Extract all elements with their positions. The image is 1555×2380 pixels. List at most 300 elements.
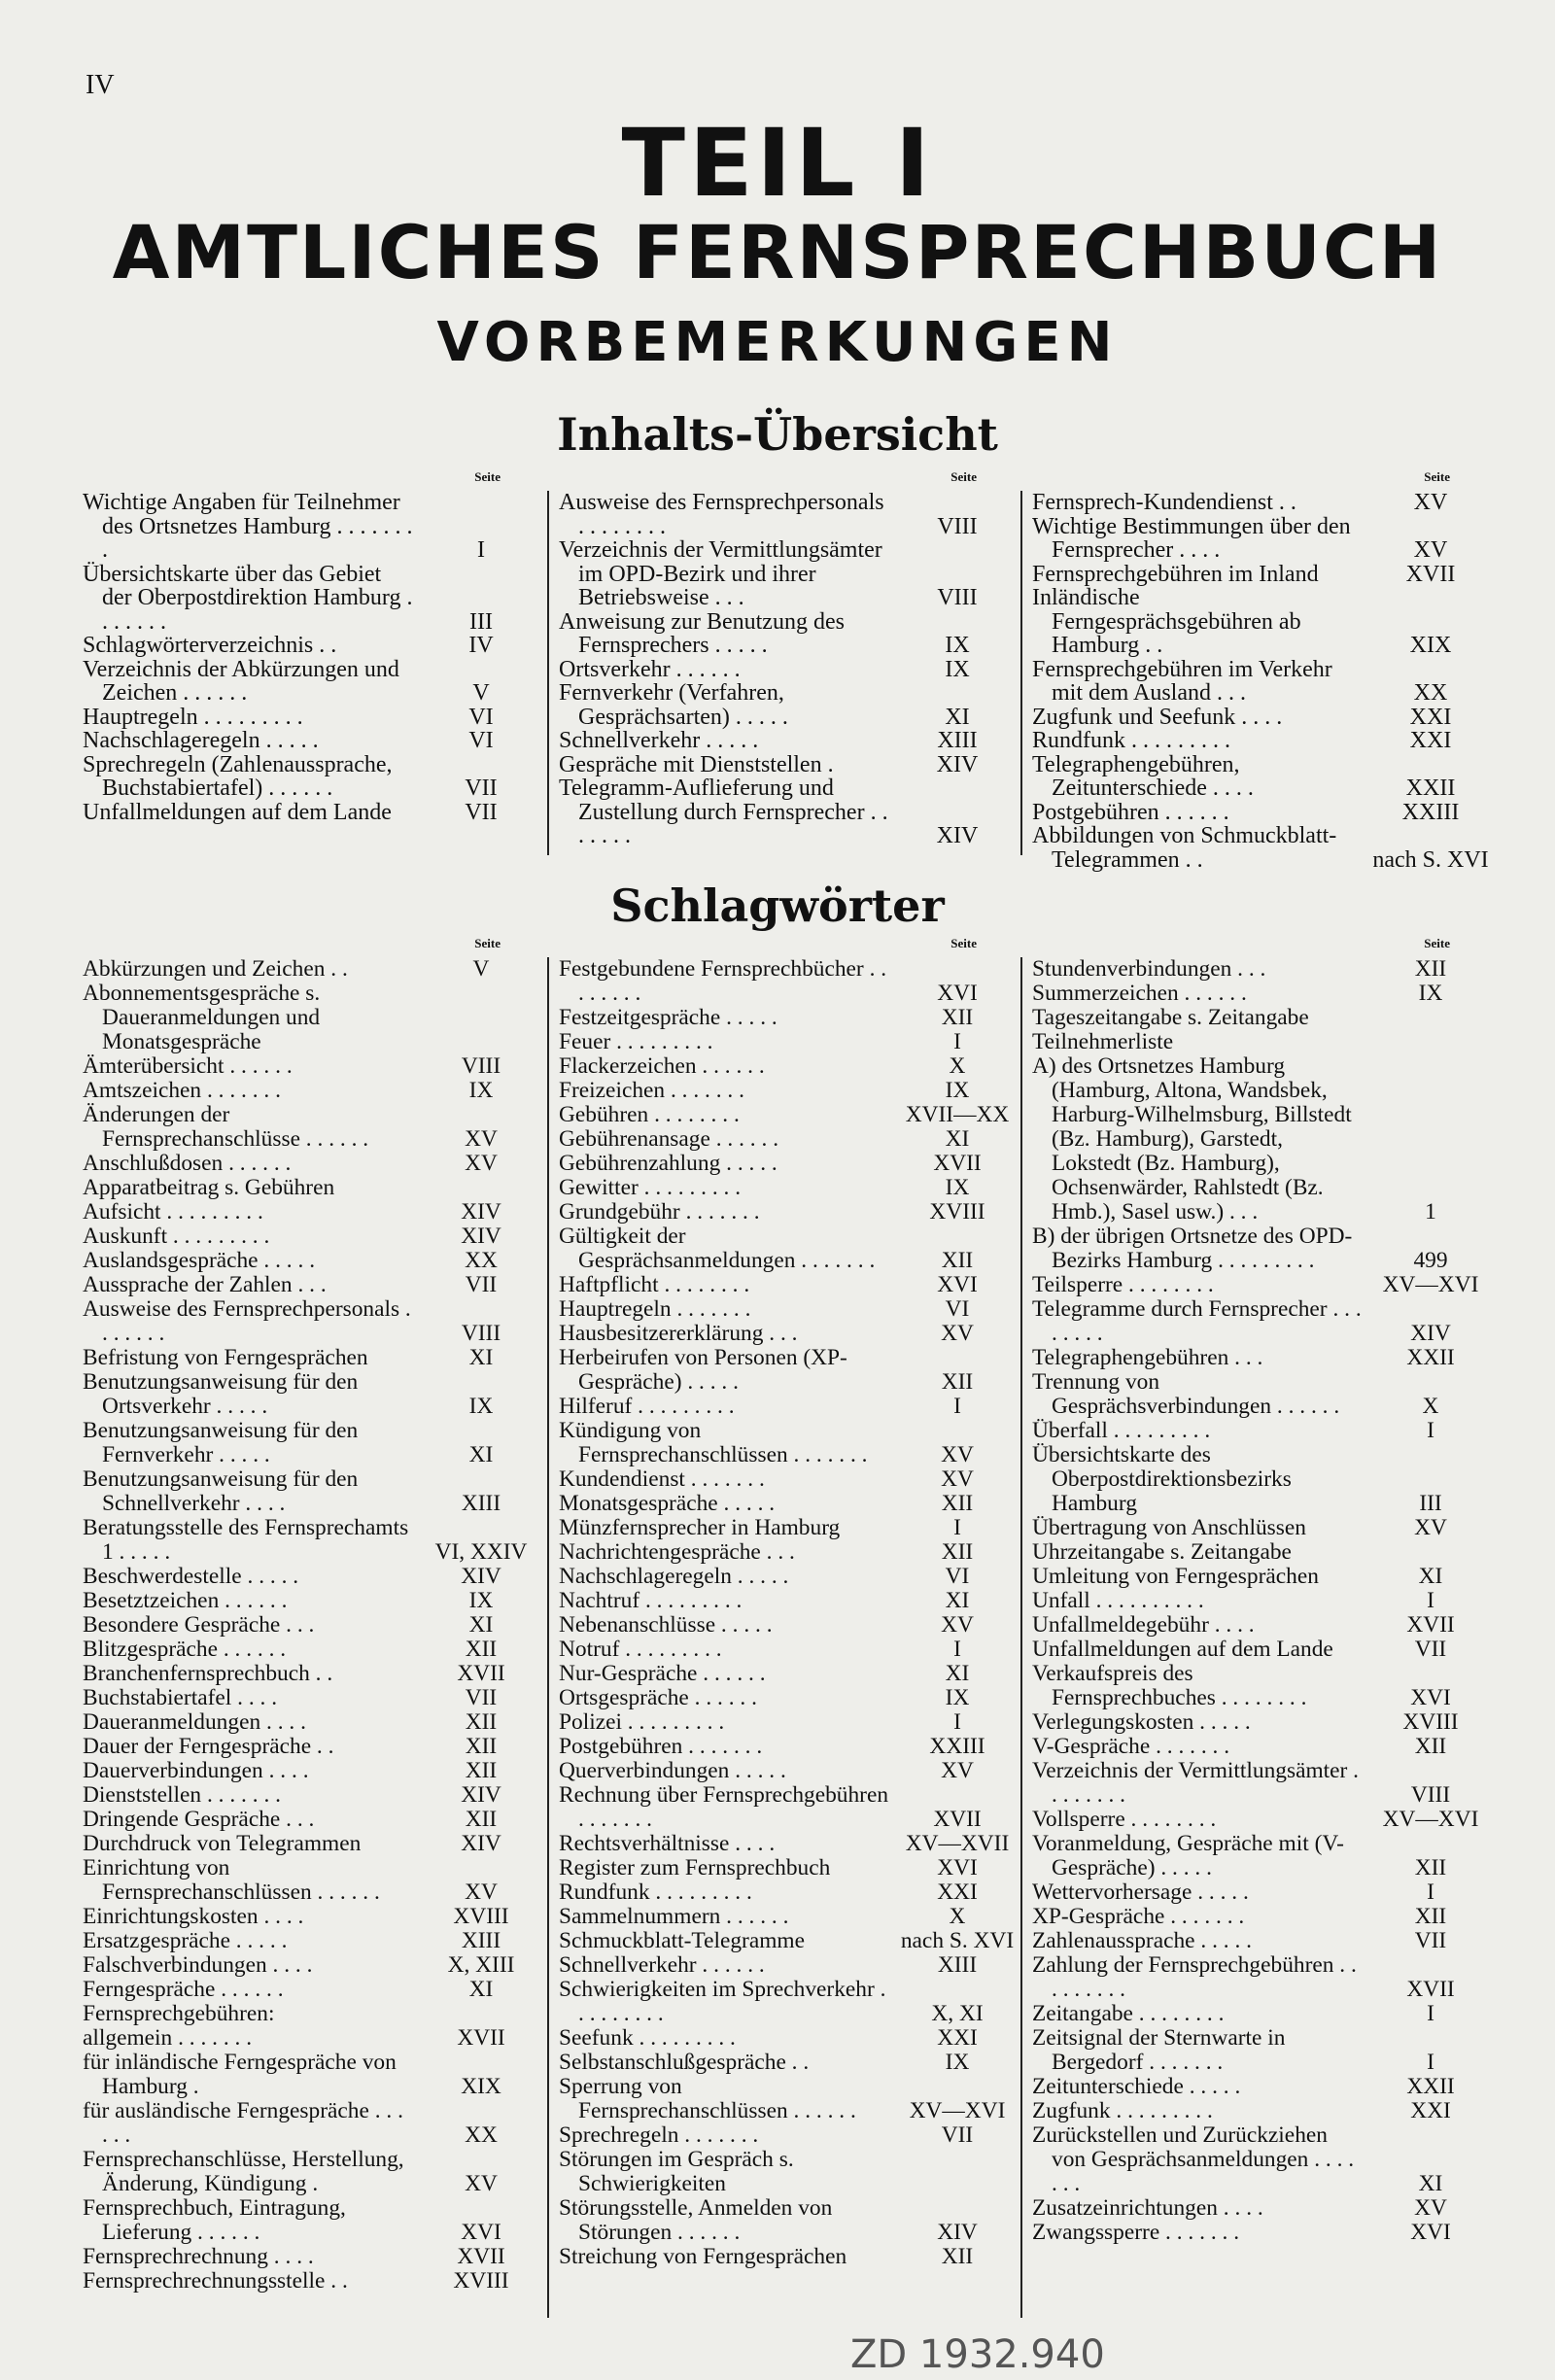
entry-text: Einrichtung von Fernsprechanschlüssen . . . . . . (83, 1855, 380, 1905)
entry-text: Telegramm-Auflieferung und Zustellung durch Fernsprecher . . . . . . . (559, 776, 888, 848)
entry-page: XV—XVI (1382, 1272, 1479, 1297)
column-divider (547, 957, 549, 2318)
entry-page: XIII (937, 1952, 978, 1978)
index-entry (559, 1540, 1016, 1565)
entry-text: Buchstabiertafel . . . . (83, 1685, 278, 1710)
index-entry (83, 1783, 539, 1808)
index-entry (83, 1905, 539, 1929)
entry-text: Haftpflicht . . . . . . . . (559, 1272, 750, 1297)
entry-page: IX (945, 656, 970, 682)
entry-page: I (1427, 1588, 1434, 1613)
index-entry (83, 634, 539, 658)
entry-page: IX (945, 2050, 970, 2075)
index-entry (1032, 1832, 1489, 1880)
column-divider (1020, 491, 1022, 855)
entry-page: XI (1418, 2171, 1443, 2196)
entry-page: XI (945, 704, 970, 730)
entry-page: XII (1414, 1855, 1447, 1880)
index-entry (83, 1103, 539, 1152)
index-entry (1032, 1638, 1489, 1662)
section-1-column-0 (83, 936, 539, 2294)
index-entry (559, 1735, 1016, 1759)
entry-page: XVI (1410, 1685, 1451, 1710)
entry-text: Teilsperre . . . . . . . . (1032, 1272, 1214, 1297)
entry-text: Hilferuf . . . . . . . . . (559, 1394, 735, 1419)
index-entry (83, 1929, 539, 1953)
entry-text: Unfallmeldungen auf dem Lande (83, 799, 392, 825)
entry-page: XII (465, 1637, 498, 1662)
entry-page: XXI (1409, 728, 1452, 753)
index-entry (559, 1030, 1016, 1054)
entry-page: VI (945, 1564, 970, 1589)
page-column-header: Seite (1424, 469, 1450, 484)
entry-text: Voranmeldung, Gespräche mit (V-Gespräche) . . . . . (1032, 1831, 1344, 1880)
index-entry (83, 801, 539, 825)
column-divider (1020, 957, 1022, 2318)
entry-text: Rechnung über Fernsprechgebühren . . . . . . . (559, 1782, 889, 1832)
entry-text: Uhrzeitangabe s. Zeitangabe (1032, 1539, 1292, 1565)
index-entry (83, 1176, 539, 1200)
index-entry (83, 1346, 539, 1370)
entry-page: VII (465, 1272, 498, 1297)
entry-text: Schlagwörterverzeichnis . . (83, 633, 337, 658)
entry-text: Übersichtskarte des Oberpostdirektionsbezirks Hamburg (1032, 1442, 1292, 1516)
entry-text: Befristung von Ferngesprächen (83, 1345, 368, 1370)
entry-page: XVII (1406, 1977, 1455, 2002)
index-entry (1032, 1273, 1489, 1297)
entry-text: Zugfunk . . . . . . . . . (1032, 2098, 1213, 2123)
entry-text: Register zum Fernsprechbuch (559, 1855, 831, 1880)
index-entry (559, 1492, 1016, 1516)
index-entry (559, 681, 1016, 729)
index-entry (83, 1638, 539, 1662)
entry-text: Summerzeichen . . . . . . (1032, 981, 1247, 1006)
entry-page: I (953, 1029, 961, 1054)
entry-text: Daueranmeldungen . . . . (83, 1709, 306, 1735)
entry-text: Falschverbindungen . . . . (83, 1952, 313, 1978)
index-entry (83, 1200, 539, 1224)
entry-text: Übertragung von Anschlüssen (1032, 1515, 1306, 1540)
entry-text: Auslandsgespräche . . . . . (83, 1248, 316, 1273)
entry-text: Zahlung der Fernsprechgebühren . . . . . . . . . (1032, 1952, 1357, 2002)
entry-text: Telegraphengebühren, Zeitunterschiede . . . . (1032, 751, 1254, 801)
entry-page: XII (941, 1491, 974, 1516)
index-entry (83, 957, 539, 982)
entry-text: Herbeirufen von Personen (XP-Gespräche) . . . . . (559, 1345, 847, 1395)
entry-text: Zwangssperre . . . . . . . (1032, 2220, 1240, 2245)
entry-text: Polizei . . . . . . . . . (559, 1709, 725, 1735)
entry-page: VIII (461, 1053, 501, 1079)
entry-text: Umleitung von Ferngesprächen (1032, 1564, 1319, 1589)
entry-page: VIII (1410, 1782, 1451, 1808)
index-entry (559, 1395, 1016, 1419)
section-1-column-2 (1032, 936, 1489, 2245)
entry-text: Notruf . . . . . . . . . (559, 1637, 722, 1662)
entry-page: I (477, 537, 485, 563)
entry-page: X, XI (931, 2001, 984, 2026)
entry-text: Fernsprechrechnung . . . . (83, 2244, 314, 2269)
entry-page: VI (468, 704, 494, 730)
entry-page: IX (945, 1078, 970, 1103)
index-entry (1032, 2123, 1489, 2196)
index-entry (559, 1880, 1016, 1905)
entry-text: Störungsstelle, Anmelden von Störungen . . . . . . (559, 2195, 833, 2245)
entry-page: I (953, 1515, 961, 1540)
section-1-column-1 (559, 936, 1016, 2269)
index-entry (1032, 1419, 1489, 1443)
index-entry (1032, 1759, 1489, 1808)
entry-text: Postgebühren . . . . . . (1032, 799, 1229, 825)
entry-page: XII (941, 1369, 974, 1395)
entry-page: XIX (1409, 633, 1452, 658)
entry-text: Fernverkehr (Verfahren, Gesprächsarten) . . . . . (559, 680, 788, 730)
entry-text: Telegramme durch Fernsprecher . . . . . . . . (1032, 1296, 1362, 1346)
index-entry (1032, 1565, 1489, 1589)
entry-page: XI (468, 1442, 494, 1467)
index-entry (83, 2002, 539, 2026)
index-entry (83, 1054, 539, 1079)
index-entry (559, 491, 1016, 538)
entry-page: XII (465, 1734, 498, 1759)
entry-text: Zurückstellen und Zurückziehen von Gesprächsanmeldungen . . . . . . . (1032, 2122, 1355, 2196)
entry-page: XI (945, 1126, 970, 1152)
entry-text: Verzeichnis der Abkürzungen und Zeichen . . . . . . (83, 656, 399, 706)
entry-text: Gebührenzahlung . . . . . (559, 1151, 778, 1176)
entry-page: VIII (461, 1321, 501, 1346)
entry-text: Fernsprechgebühren im Verkehr mit dem Ausland . . . (1032, 656, 1332, 706)
entry-page: XVIII (453, 1904, 509, 1929)
entry-text: Gebührenansage . . . . . . (559, 1126, 779, 1152)
index-entry (83, 1735, 539, 1759)
entry-text: Fernsprechgebühren im Inland (1032, 561, 1319, 587)
entry-text: Schmuckblatt-Telegramme (559, 1928, 805, 1953)
entry-page: XVII (1405, 561, 1456, 587)
book-title: AMTLICHES FERNSPRECHBUCH (112, 209, 1443, 295)
entry-page: XXI (937, 1880, 978, 1905)
index-entry (83, 1978, 539, 2002)
entry-page: IX (1418, 981, 1443, 1006)
entry-page: IX (468, 1588, 494, 1613)
entry-page: XV (941, 1321, 974, 1346)
entry-page: XV (941, 1442, 974, 1467)
index-entry (1032, 563, 1489, 587)
index-entry (1032, 729, 1489, 753)
entry-page: XV (465, 1880, 498, 1905)
entry-page: IV (468, 633, 494, 658)
entry-page: XII (941, 1248, 974, 1273)
entry-page: VII (465, 776, 498, 801)
index-entry (83, 1224, 539, 1249)
index-entry (1032, 2099, 1489, 2123)
entry-text: Beratungsstelle des Fernsprechamts 1 . . . . . (83, 1515, 409, 1565)
entry-page: I (953, 1637, 961, 1662)
index-entry (559, 1200, 1016, 1224)
page-column-header: Seite (1424, 936, 1450, 950)
index-entry (1032, 1662, 1489, 1710)
entry-text: Zeitsignal der Sternwarte in Bergedorf . . . . . . . (1032, 2025, 1286, 2075)
index-entry (559, 1638, 1016, 1662)
entry-page: XIII (461, 1928, 501, 1953)
index-entry (559, 1710, 1016, 1735)
entry-text: Branchenfernsprechbuch . . (83, 1661, 333, 1686)
entry-text: Einrichtungskosten . . . . (83, 1904, 304, 1929)
index-entry (1032, 658, 1489, 706)
entry-page: XXIII (1401, 799, 1460, 825)
index-entry (83, 1370, 539, 1419)
entry-text: Rundfunk . . . . . . . . . (1032, 728, 1230, 753)
entry-text: Dringende Gespräche . . . (83, 1807, 315, 1832)
entry-page: XVII (457, 2025, 505, 2051)
index-entry (559, 1565, 1016, 1589)
index-entry (559, 1613, 1016, 1638)
entry-page: VIII (937, 513, 978, 539)
entry-text: Grundgebühr . . . . . . . (559, 1199, 760, 1224)
entry-text: Ausweise des Fernsprechpersonals . . . . . . . . (559, 490, 884, 539)
entry-text: Unfallmeldungen auf dem Lande (1032, 1637, 1333, 1662)
entry-text: Wichtige Bestimmungen über den Fernsprecher . . . . (1032, 513, 1351, 563)
entry-page: VII (465, 1685, 498, 1710)
index-entry (83, 1686, 539, 1710)
section-0-column-2 (1032, 469, 1489, 873)
index-entry (559, 1929, 1016, 1953)
entry-text: Fernsprechbuch, Eintragung, Lieferung . . . . . . (83, 2195, 346, 2245)
entry-text: für inländische Ferngespräche von Hamburg . (83, 2050, 397, 2099)
index-entry (1032, 1346, 1489, 1370)
entry-page: XXI (1409, 704, 1452, 730)
index-entry (1032, 491, 1489, 515)
entry-text: Münzfernsprecher in Hamburg (559, 1515, 841, 1540)
entry-page: XXI (937, 2025, 978, 2051)
entry-text: Nachschlageregeln . . . . . (83, 728, 319, 753)
index-entry (1032, 515, 1489, 563)
index-entry (1032, 1808, 1489, 1832)
entry-page: I (1427, 1418, 1434, 1443)
entry-page: XIV (936, 823, 979, 848)
entry-page: V (472, 680, 490, 706)
index-entry (559, 1686, 1016, 1710)
entry-page: XV (465, 2171, 498, 2196)
entry-page: nach S. XVI (1372, 846, 1489, 873)
entry-text: Benutzungsanweisung für den Fernverkehr . . . . . (83, 1418, 359, 1467)
entry-page: XVIII (1402, 1709, 1459, 1735)
entry-page: VII (1414, 1928, 1447, 1953)
entry-text: Zeitangabe . . . . . . . . (1032, 2001, 1225, 2026)
entry-text: Zusatzeinrichtungen . . . . (1032, 2195, 1263, 2221)
entry-text: Festgebundene Fernsprechbücher . . . . . . . . (559, 956, 887, 1006)
index-entry (559, 1589, 1016, 1613)
index-entry (559, 1516, 1016, 1540)
index-entry (83, 1856, 539, 1905)
entry-page: XV (465, 1151, 498, 1176)
index-entry (83, 753, 539, 801)
entry-page: XXII (1406, 1345, 1455, 1370)
index-entry (559, 1127, 1016, 1152)
entry-page: XX (465, 1248, 498, 1273)
entry-page: XV (941, 1466, 974, 1492)
entry-page: XIV (461, 1831, 501, 1856)
index-entry (559, 2245, 1016, 2269)
entry-text: Fernsprechrechnungsstelle . . (83, 2268, 348, 2294)
entry-page: VII (1414, 1637, 1447, 1662)
entry-page: XVII (933, 1807, 982, 1832)
index-entry (559, 1662, 1016, 1686)
entry-text: XP-Gespräche . . . . . . . (1032, 1904, 1245, 1929)
entry-text: Stundenverbindungen . . . (1032, 956, 1266, 982)
index-entry (83, 982, 539, 1054)
index-entry (559, 1152, 1016, 1176)
entry-page: XI (1418, 1564, 1443, 1589)
entry-page: XII (465, 1709, 498, 1735)
entry-page: 1 (1425, 1199, 1436, 1224)
index-entry (1032, 2075, 1489, 2099)
entry-text: Nur-Gespräche . . . . . . (559, 1661, 766, 1686)
entry-page: XIV (936, 751, 979, 777)
entry-page: X, XIII (447, 1952, 515, 1978)
entry-text: Rechtsverhältnisse . . . . (559, 1831, 776, 1856)
index-entry (83, 1079, 539, 1103)
entry-page: V (472, 956, 490, 982)
index-entry (559, 1953, 1016, 1978)
entry-page: XV (941, 1612, 974, 1638)
entry-page: XVI (937, 1855, 978, 1880)
entry-text: Seefunk . . . . . . . . . (559, 2025, 736, 2051)
index-entry (83, 1832, 539, 1856)
page-column-header: Seite (474, 469, 501, 484)
entry-page: XIV (461, 1782, 501, 1808)
entry-text: Durchdruck von Telegrammen (83, 1831, 362, 1856)
index-entry (1032, 1006, 1489, 1030)
index-entry (1032, 1030, 1489, 1054)
entry-text: Ortsgespräche . . . . . . (559, 1685, 757, 1710)
entry-text: Fernsprechgebühren: (83, 2001, 275, 2026)
entry-text: Abonnementsgespräche s. Daueranmeldungen und Monatsgespräche (83, 981, 321, 1054)
entry-page: XIII (461, 1491, 501, 1516)
index-entry (1032, 1224, 1489, 1273)
index-entry (83, 1152, 539, 1176)
entry-page: XII (941, 1005, 974, 1030)
entry-text: Ämterübersicht . . . . . . (83, 1053, 293, 1079)
index-entry (559, 1273, 1016, 1297)
entry-text: Gewitter . . . . . . . . . (559, 1175, 742, 1200)
index-entry (83, 1516, 539, 1565)
entry-text: Sprechregeln (Zahlenaussprache, Buchstabiertafel) . . . . . . (83, 751, 393, 801)
index-entry (559, 1978, 1016, 2026)
entry-page: XV—XVII (905, 1831, 1010, 1856)
entry-page: 499 (1413, 1248, 1448, 1273)
entry-page: XV (1413, 490, 1448, 515)
index-entry (559, 1856, 1016, 1880)
entry-page: XVII—XX (905, 1102, 1010, 1127)
index-entry (83, 1419, 539, 1467)
index-entry (1032, 1516, 1489, 1540)
index-entry (559, 2196, 1016, 2245)
entry-text: Unfall . . . . . . . . . . (1032, 1588, 1204, 1613)
archive-stamp: ZD 1932.940 (850, 2332, 1105, 2377)
entry-text: Trennung von Gesprächsverbindungen . . . . . . (1032, 1369, 1340, 1419)
index-entry (1032, 1613, 1489, 1638)
column-divider (547, 491, 549, 855)
entry-page: I (953, 1394, 961, 1419)
entry-page: XI (945, 1661, 970, 1686)
index-entry (83, 563, 539, 635)
index-entry (559, 1103, 1016, 1127)
page-column-header: Seite (950, 469, 977, 484)
index-entry (1032, 1735, 1489, 1759)
entry-page: X (1422, 1394, 1439, 1419)
entry-page: XII (1414, 956, 1447, 982)
entry-page: XVIII (929, 1199, 985, 1224)
index-entry (559, 610, 1016, 658)
entry-page: XII (941, 1539, 974, 1565)
entry-text: Sammelnummern . . . . . . (559, 1904, 789, 1929)
entry-text: Fernsprech-Kundendienst . . (1032, 490, 1296, 515)
section-title-inhalt: Inhalts-Übersicht (557, 408, 998, 461)
entry-text: Überfall . . . . . . . . . (1032, 1418, 1211, 1443)
index-entry (1032, 586, 1489, 658)
entry-page: VII (941, 2122, 974, 2148)
entry-page: XII (1414, 1734, 1447, 1759)
index-entry (83, 1613, 539, 1638)
entry-text: Sperrung von Fernsprechanschlüssen . . . . . . (559, 2074, 856, 2123)
entry-text: Selbstanschlußgespräche . . (559, 2050, 810, 2075)
entry-text: Kündigung von Fernsprechanschlüssen . . . . . . . (559, 1418, 868, 1467)
index-entry (559, 1054, 1016, 1079)
entry-text: Vollsperre . . . . . . . . (1032, 1807, 1217, 1832)
index-entry (1032, 801, 1489, 825)
entry-page: XV (465, 1126, 498, 1152)
index-entry (1032, 1443, 1489, 1516)
entry-text: Schwierigkeiten im Sprechverkehr . . . . . . . . . (559, 1977, 886, 2026)
page-number: IV (86, 70, 115, 100)
entry-text: Anweisung zur Benutzung des Fernsprechers . . . . . (559, 608, 845, 658)
entry-page: XVII (1406, 1612, 1455, 1638)
entry-page: VI (945, 1296, 970, 1322)
entry-text: Amtszeichen . . . . . . . (83, 1078, 281, 1103)
entry-page: XVI (937, 1272, 978, 1297)
index-entry (1032, 1370, 1489, 1419)
entry-page: XIV (1410, 1321, 1451, 1346)
entry-text: Abkürzungen und Zeichen . . (83, 956, 348, 982)
index-entry (83, 2148, 539, 2196)
entry-page: XXIII (929, 1734, 985, 1759)
entry-text: Teilnehmerliste (1032, 1029, 1174, 1054)
index-entry (83, 729, 539, 753)
entry-text: Störungen im Gespräch s. Schwierigkeiten (559, 2147, 794, 2196)
index-entry (559, 1176, 1016, 1200)
entry-text: Rundfunk . . . . . . . . . (559, 1880, 752, 1905)
entry-page: XVIII (453, 2268, 509, 2294)
entry-text: Querverbindungen . . . . . (559, 1758, 786, 1783)
index-entry (83, 491, 539, 563)
entry-text: Kundendienst . . . . . . . (559, 1466, 765, 1492)
entry-text: Schnellverkehr . . . . . . (559, 1952, 765, 1978)
entry-text: Hauptregeln . . . . . . . . . (83, 704, 303, 730)
entry-text: Besondere Gespräche . . . (83, 1612, 315, 1638)
entry-text: Tageszeitangabe s. Zeitangabe (1032, 1005, 1309, 1030)
entry-text: Beschwerdestelle . . . . . (83, 1564, 299, 1589)
entry-text: Wichtige Angaben für Teilnehmer des Ortsnetzes Hamburg . . . . . . . . (83, 490, 413, 563)
index-entry (83, 706, 539, 730)
entry-text: Übersichtskarte über das Gebiet der Oberpostdirektion Hamburg . . . . . . . (83, 561, 413, 635)
entry-text: Flackerzeichen . . . . . . (559, 1053, 765, 1079)
index-entry (559, 729, 1016, 753)
index-entry (83, 658, 539, 706)
index-entry (1032, 1905, 1489, 1929)
index-entry (83, 1565, 539, 1589)
index-entry (83, 2245, 539, 2269)
index-entry (559, 1297, 1016, 1322)
index-entry (83, 2051, 539, 2099)
